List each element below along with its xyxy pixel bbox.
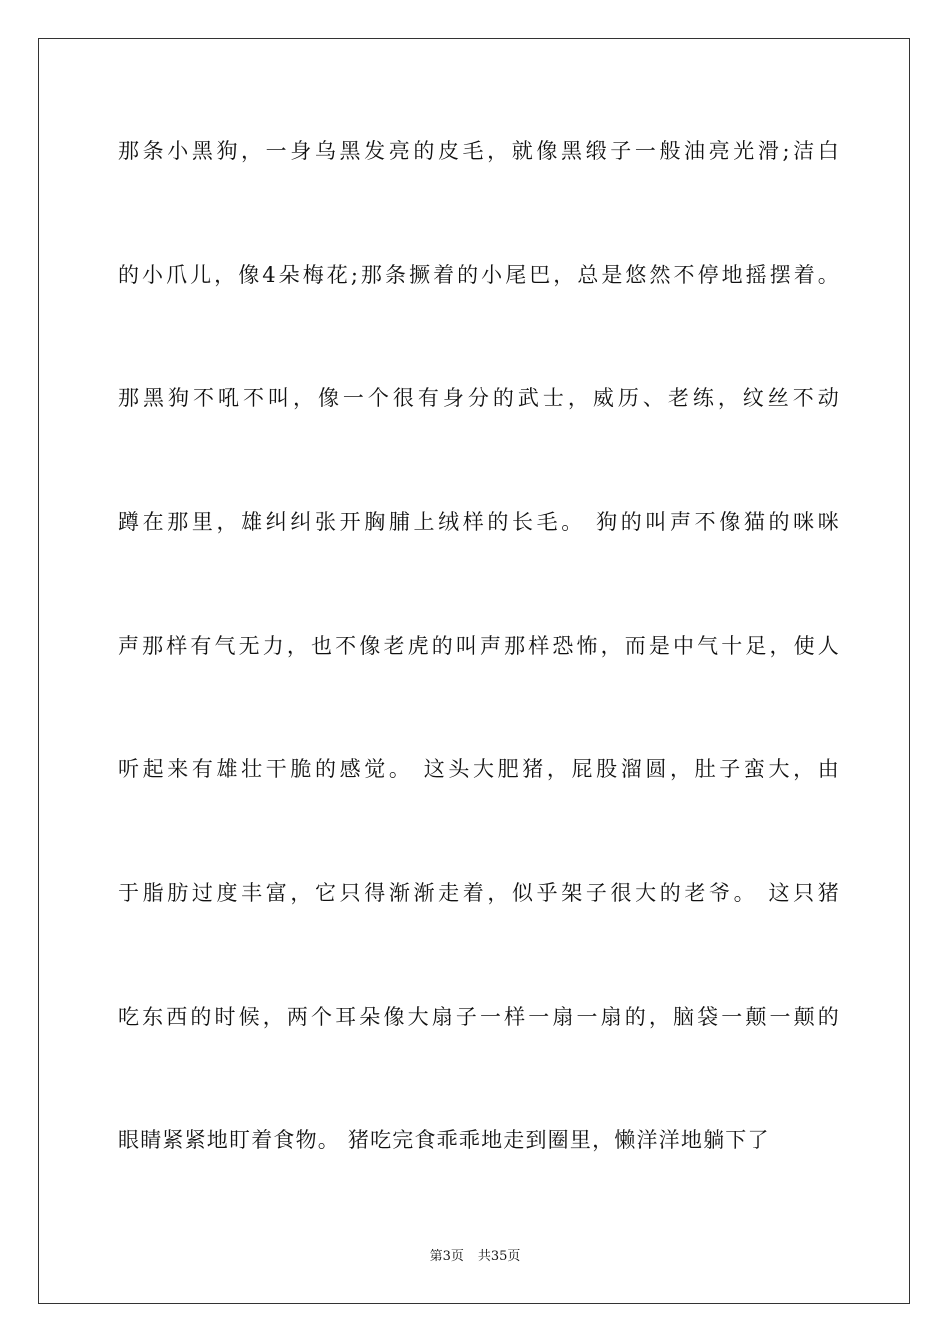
paragraph-line-6: 听起来有雄壮干脆的感觉。 这头大肥猪，屁股溜圆，肚子蛮大，由: [118, 757, 840, 781]
paragraph-line-1: 那条小黑狗，一身乌黑发亮的皮毛，就像黑缎子一般油亮光滑;洁白: [118, 139, 840, 163]
page-border: [38, 38, 910, 1304]
page-footer: [0, 1248, 950, 1266]
paragraph-line-8: 吃东西的时候，两个耳朵像大扇子一样一扇一扇的，脑袋一颠一颠的: [118, 1005, 840, 1029]
paragraph-line-7: 于脂肪过度丰富，它只得渐渐走着，似乎架子很大的老爷。 这只猪: [118, 881, 840, 905]
page-number: 第3页: [429, 1249, 464, 1264]
paragraph-line-4: 蹲在那里，雄纠纠张开胸脯上绒样的长毛。 狗的叫声不像猫的咪咪: [118, 510, 840, 534]
page-total: 共35页: [477, 1249, 521, 1264]
paragraph-line-2: 的小爪儿，像4朵梅花;那条撅着的小尾巴，总是悠然不停地摇摆着。: [118, 263, 840, 287]
paragraph-line-5: 声那样有气无力，也不像老虎的叫声那样恐怖，而是中气十足，使人: [118, 634, 840, 658]
paragraph-line-3: 那黑狗不吼不叫，像一个很有身分的武士，威历、老练，纹丝不动: [118, 386, 840, 410]
paragraph-line-9: 眼睛紧紧地盯着食物。 猪吃完食乖乖地走到圈里，懒洋洋地躺下了: [118, 1128, 770, 1152]
